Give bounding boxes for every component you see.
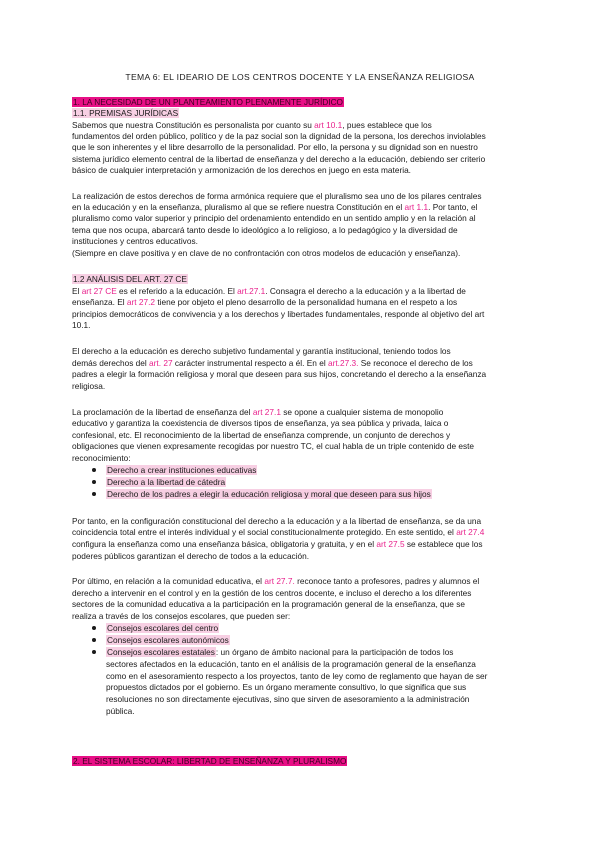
paragraph-line: 10.1. — [72, 320, 91, 330]
paragraph-line: realiza a través de los consejos escolares, que pueden ser: — [72, 611, 291, 621]
paragraph-line: obligaciones que vienen expresamente recogidas por nuestro TC, el cual habla de un triple contenido de este — [72, 441, 475, 451]
list-item: Consejos escolares estatales: un órgano de ámbito nacional para la participación de todos los — [92, 647, 453, 657]
paragraph-line: coincidencia total entre el interés individual y el social constitucionalmente protegido. En este sentido, el art 27.4 — [72, 527, 485, 537]
subsection-1-2-heading: 1.2 ANÁLISIS DEL ART. 27 CE — [73, 274, 187, 284]
list-item: Consejos escolares del centro — [92, 623, 219, 633]
paragraph-line: (Siempre en clave positiva y en clave de no confrontación con otros modelos de educación y enseñanza). — [72, 248, 461, 258]
paragraph-line: sectores afectados en la educación, tanto en el análisis de la programación general de la enseñanza — [106, 659, 476, 669]
paragraph-line: resoluciones no son directamente ejecutivas, sino que sirven de asesoramiento a la administración — [106, 694, 470, 704]
page-title: TEMA 6: EL IDEARIO DE LOS CENTROS DOCENTE Y LA ENSEÑANZA RELIGIOSA — [125, 72, 475, 82]
paragraph-line: tema que nos ocupa, abarcará tanto desde lo ideológico a lo religioso, a lo pedagógico y la diversidad de — [72, 225, 458, 235]
paragraph-line: en la educación y en la enseñanza, pluralismo al que se refiere nuestra Constitución en el art 1.1. Por tanto, el — [72, 202, 478, 212]
paragraph-line: El derecho a la educación es derecho subjetivo fundamental y garantía institucional, teniendo todos los — [72, 346, 451, 356]
article-reference: art 27.1 — [252, 407, 281, 417]
list-item: Derecho de los padres a elegir la educación religiosa y moral que deseen para sus hijos — [92, 489, 432, 499]
section-2-heading: 2. EL SISTEMA ESCOLAR: LIBERTAD DE ENSEÑANZA Y PLURALISMO — [73, 756, 347, 766]
section-1-heading: 1. LA NECESIDAD DE UN PLANTEAMIENTO PLENAMENTE JURÍDICO — [73, 97, 344, 107]
paragraph-line: fundamentos del orden público, político y de la paz social son la dignidad de la persona, los derechos inviolables — [72, 131, 486, 141]
paragraph-line: básico de cualquier interpretación y armonización de los derechos en juego en esta materia. — [72, 165, 411, 175]
paragraph-line: derecho a intervenir en el control y en la gestión de los centros docente, e incluso el derecho a los diferentes — [72, 588, 472, 598]
bullet-icon — [92, 626, 96, 630]
paragraph-line: religiosa. — [72, 381, 106, 391]
bullet-icon — [92, 492, 96, 496]
paragraph-line: El art 27 CE es el referido a la educación. El art.27.1. Consagra el derecho a la educación y a la libertad de — [72, 286, 466, 296]
article-reference: art.27.3. — [327, 358, 359, 368]
list-item: Derecho a crear instituciones educativas — [92, 465, 257, 475]
paragraph-line: pluralismo como valor superior y principio del ordenamiento entendido en un sentido amplio y en la relación al — [72, 213, 476, 223]
paragraph-line: configura la enseñanza como una enseñanza básica, obligatoria y gratuita, y en el art 27.5 se establece que los — [72, 539, 483, 549]
article-reference: art 27.5 — [376, 539, 405, 549]
bullet-icon — [92, 650, 96, 654]
paragraph-line: que le son inherentes y el libre desarrollo de la personalidad. Por ello, la persona y su dignidad son en nuestro — [72, 142, 478, 152]
paragraph-line: poderes públicos garantizan el derecho de todos a la educación. — [72, 551, 310, 561]
paragraph-line: sistema jurídico elemento central de la libertad de enseñanza y del derecho a la educación, debiendo ser criterio — [72, 154, 486, 164]
paragraph-line: sectores de la comunidad educativa a la participación en la programación general de la enseñanza, que se — [72, 599, 465, 609]
paragraph-line: Por tanto, en la configuración constitucional del derecho a la educación y a la libertad de enseñanza, se da una — [72, 516, 482, 526]
bullet-icon — [92, 638, 96, 642]
paragraph-line: padres a elegir la formación religiosa y moral que deseen para sus hijos, concretando el derecho a la enseñanza — [72, 369, 487, 379]
paragraph-line: pública. — [106, 706, 135, 716]
article-reference: art 27.4 — [456, 527, 485, 537]
subsection-1-1-heading: 1.1. PREMISAS JURÍDICAS — [73, 108, 179, 118]
article-reference: art 27.7. — [264, 576, 295, 586]
paragraph-line: enseñanza. El art 27.2 tiene por objeto el pleno desarrollo de la personalidad humana en el respeto a los — [72, 297, 458, 307]
article-reference: art 27.2 — [126, 297, 156, 307]
paragraph-line: Por último, en relación a la comunidad educativa, el art 27.7. reconoce tanto a profesores, padres y alumnos el — [72, 576, 480, 586]
paragraph-line: La proclamación de la libertad de enseñanza del art 27.1 se opone a cualquier sistema de monopolio — [72, 407, 444, 417]
paragraph-line: educativo y garantiza la coexistencia de diversos tipos de enseñanza, ya sea pública y privada, laica o — [72, 418, 449, 428]
list-item: Derecho a la libertad de cátedra — [92, 477, 226, 487]
bullet-icon — [92, 480, 96, 484]
article-reference: art.27.1 — [237, 286, 266, 296]
paragraph-line: Sabemos que nuestra Constitución es personalista por cuanto su art 10.1, pues establece que los — [72, 120, 432, 130]
article-reference: art 1.1 — [404, 202, 429, 212]
paragraph-line: demás derechos del art. 27 carácter instrumental respecto a él. En el art.27.3. Se reconoce el derecho de los — [72, 358, 473, 368]
paragraph-line: como en el asesoramiento respecto a los proyectos, tanto de ley como de reglamento que hayan de ser — [106, 671, 488, 681]
list-item: Consejos escolares autonómicos — [92, 635, 230, 645]
article-reference: art 10.1 — [314, 120, 343, 130]
article-reference: art. 27 — [149, 358, 173, 368]
paragraph-line: reconocimiento: — [72, 453, 131, 463]
bullet-icon — [92, 468, 96, 472]
paragraph-line: confesional, etc. El reconocimiento de la libertad de enseñanza comprende, un conjunto de derechos y — [72, 430, 451, 440]
article-reference: art 27 CE — [81, 286, 117, 296]
paragraph-line: La realización de estos derechos de forma armónica requiere que el pluralismo sea uno de los pilares centrales — [72, 191, 482, 201]
paragraph-line: propuestos dictados por el gobierno. Es un órgano meramente consultivo, lo que significa que sus — [106, 682, 467, 692]
paragraph-line: principios democráticos de convivencia y a los derechos y libertades fundamentales, responde al objetivo del art — [72, 309, 485, 319]
paragraph-line: instituciones y centros educativos. — [72, 236, 198, 246]
